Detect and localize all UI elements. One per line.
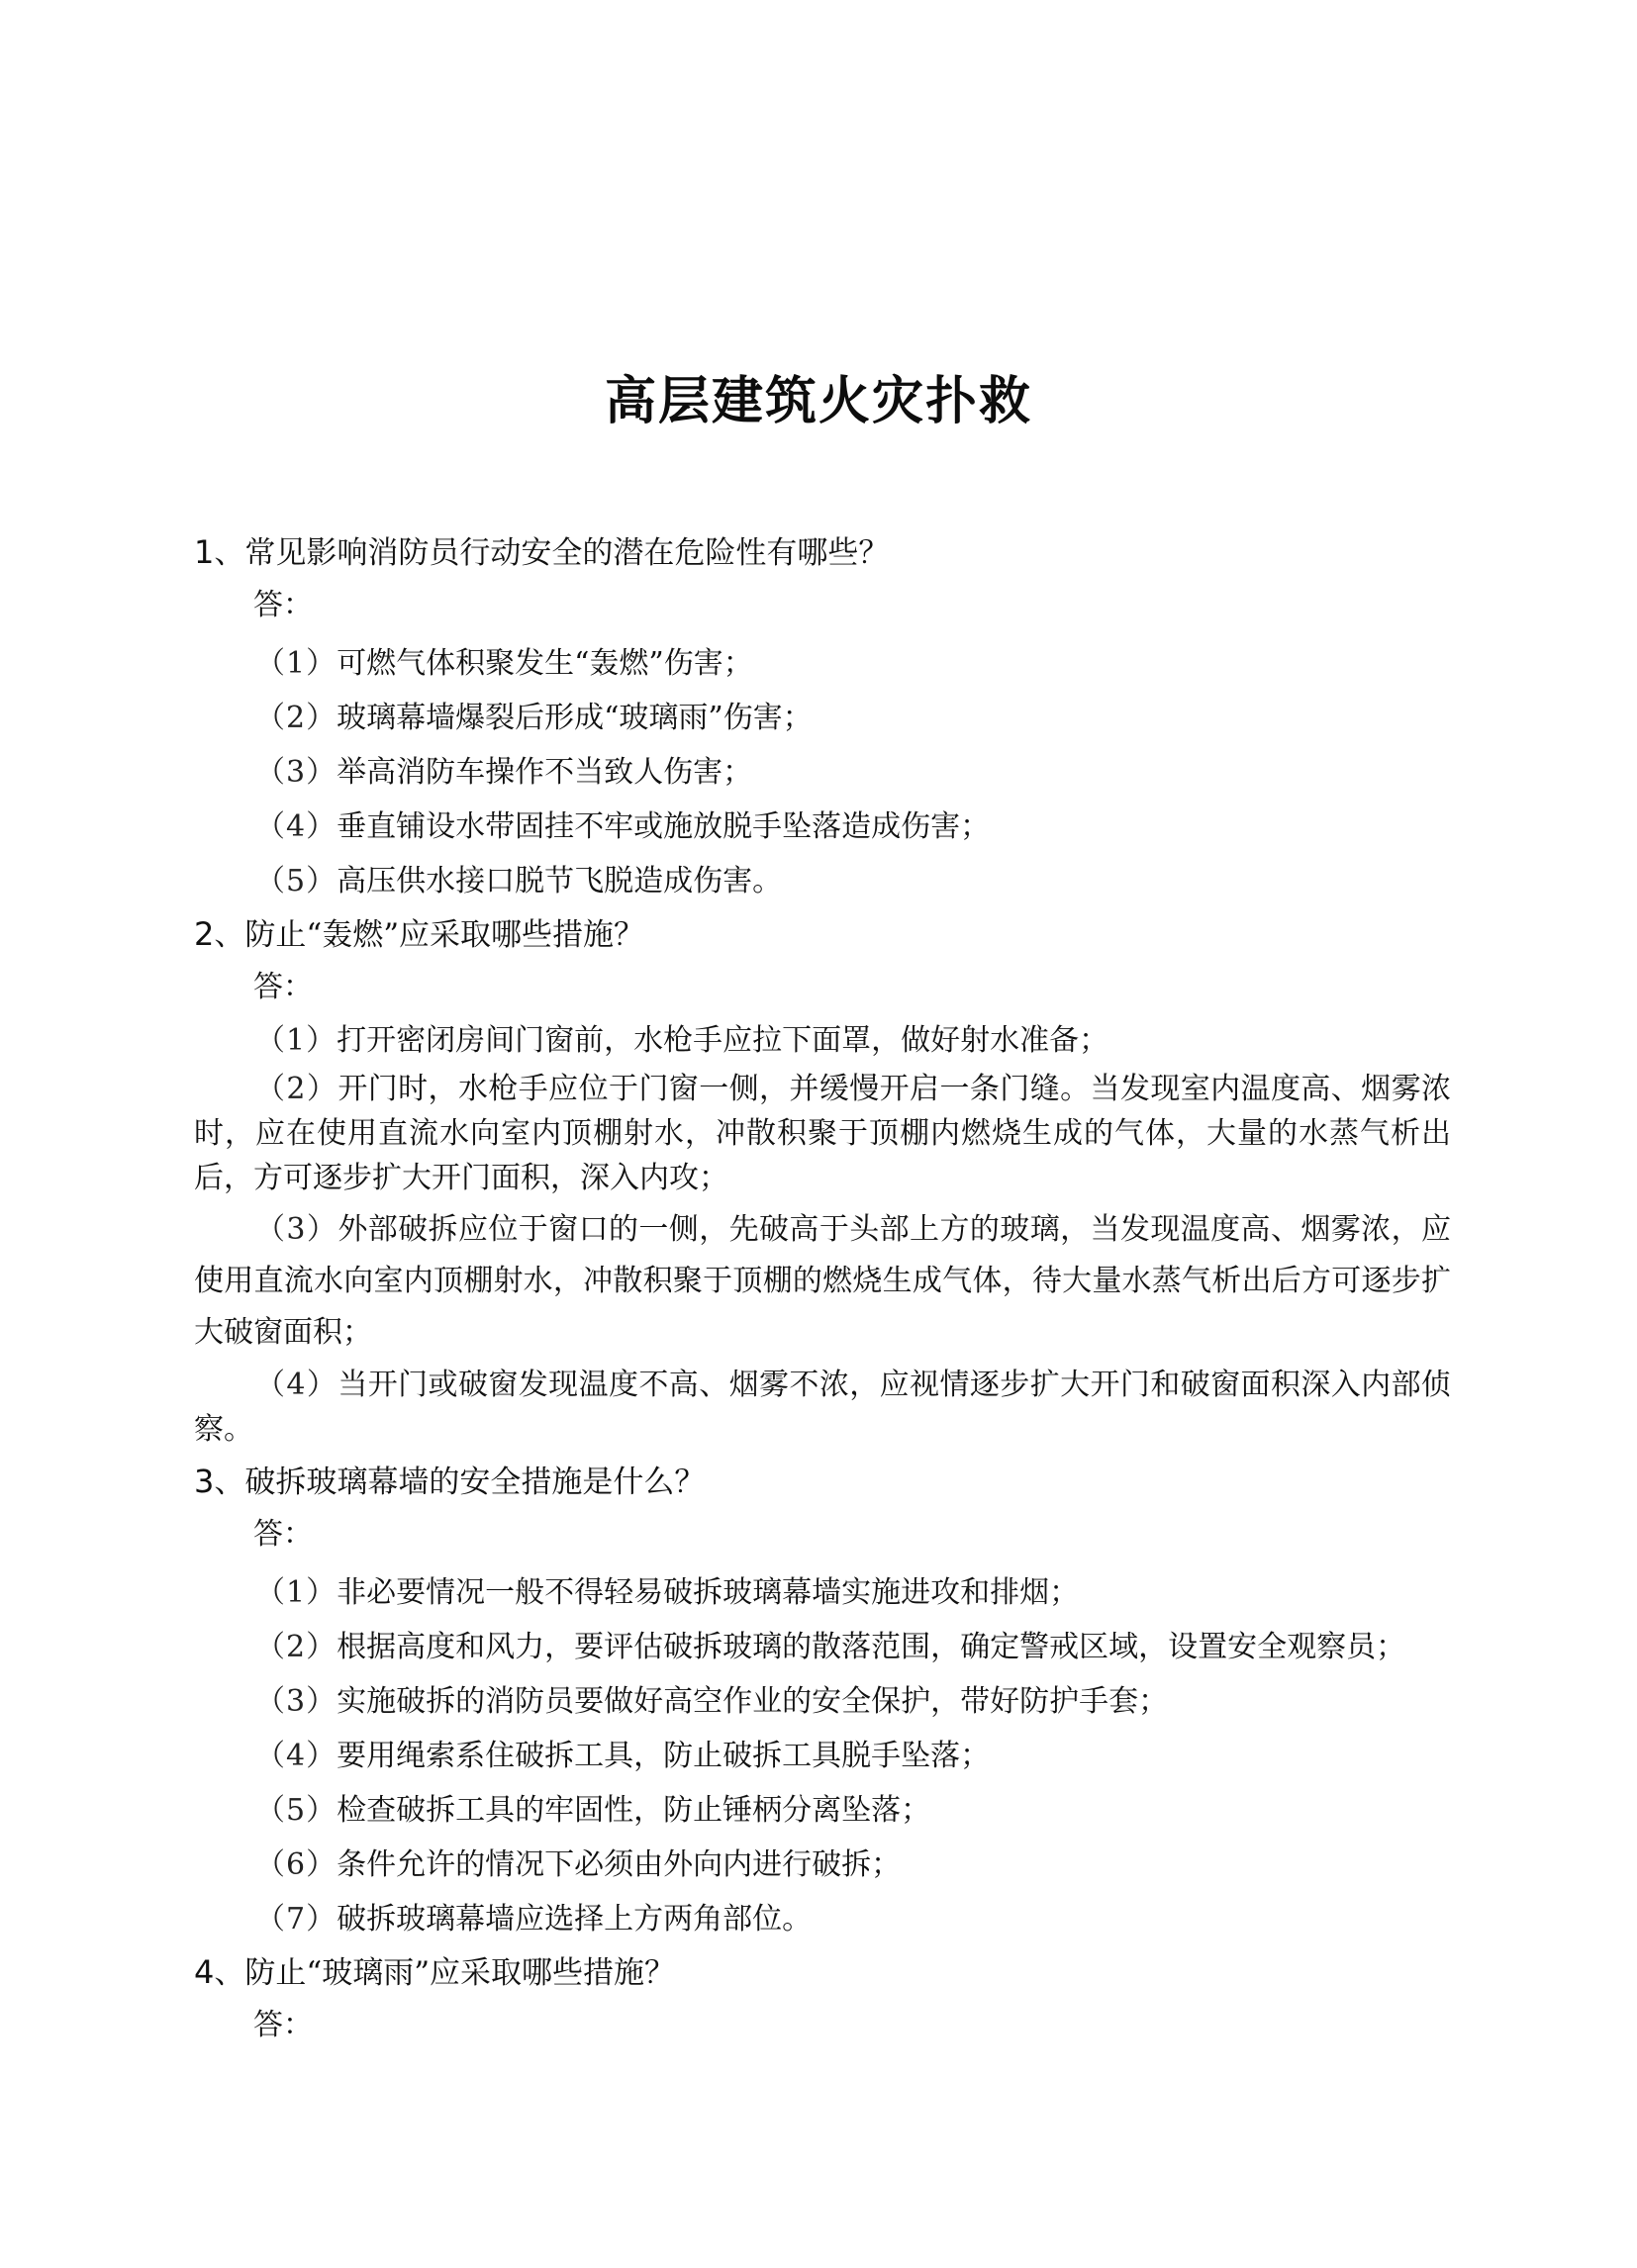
answer-item: [194, 800, 1451, 854]
answer-item: [194, 1783, 1451, 1838]
answer-item-text: 高压供水接口脱节飞脱造成伤害。: [337, 864, 783, 898]
question-number: 3: [194, 1463, 215, 1500]
answer-item-text: 破拆玻璃幕墙应选择上方两角部位。: [337, 1902, 813, 1937]
question-number: 1: [194, 533, 215, 571]
answer-item: [194, 745, 1451, 800]
answer-label: 答：: [253, 588, 313, 622]
answer-item: [194, 1729, 1451, 1783]
question-text: 防止“轰燃”应采取哪些措施？: [244, 917, 645, 953]
answer-item-number: （3）: [255, 1212, 338, 1247]
answer-item: [194, 636, 1451, 691]
answer-item: [194, 691, 1451, 745]
answer-item-text: 垂直铺设水带固挂不牢或施放脱手坠落造成伤害；: [337, 809, 991, 844]
question-number: 4: [194, 1953, 215, 1991]
page-title: 高层建筑火灾扑救: [604, 372, 1032, 431]
answer-item-text: 当开门或破窗发现温度不高、烟雾不浓，应视情逐步扩大开门和破窗面积深入内部侦察。: [194, 1368, 1451, 1447]
question-separator: 、: [214, 917, 245, 953]
question-heading: [194, 526, 1451, 579]
question-heading: [194, 908, 1451, 961]
answer-item-number: （2）: [255, 701, 337, 735]
question-heading: [194, 1946, 1451, 1999]
answer-item-number: （4）: [255, 1368, 338, 1402]
question-text: 常见影响消防员行动安全的潜在危险性有哪些？: [244, 535, 890, 571]
answer-label: 答：: [253, 1517, 313, 1552]
answer-item-number: （1）: [255, 1575, 337, 1610]
answer-label: 答：: [253, 2008, 313, 2042]
answer-item-text: 开门时，水枪手应位于门窗一侧，并缓慢开启一条门缝。当发现室内温度高、烟雾浓时，应在使用直流水向室内顶棚射水，冲散积聚于顶棚内燃烧生成的气体，大量的水蒸气析出后，方可逐步扩大开门面积，深入内攻；: [194, 1072, 1451, 1195]
answer-item-number: （7）: [255, 1902, 337, 1937]
answer-item-text: 实施破拆的消防员要做好高空作业的安全保护，带好防护手套；: [337, 1684, 1169, 1719]
answer-item-number: （5）: [255, 864, 337, 898]
answer-item-text: 外部破拆应位于窗口的一侧，先破高于头部上方的玻璃，当发现温度高、烟雾浓，应使用直流水向室内顶棚射水，冲散积聚于顶棚的燃烧生成气体，待大量水蒸气析出后方可逐步扩大破窗面积；: [194, 1212, 1451, 1350]
answer-item: [194, 854, 1451, 908]
answer-item: [194, 1674, 1451, 1729]
question-heading: [194, 1456, 1451, 1508]
answer-item: [194, 1838, 1451, 1892]
answer-item-number: （6）: [255, 1847, 337, 1882]
answer-item-number: （5）: [255, 1793, 337, 1828]
answer-item: [194, 1565, 1451, 1620]
question-text: 防止“玻璃雨”应采取哪些措施？: [244, 1955, 676, 1991]
question-number: 2: [194, 915, 215, 953]
answer-item-number: （4）: [255, 1739, 337, 1773]
question-text: 破拆玻璃幕墙的安全措施是什么？: [244, 1465, 706, 1500]
answer-item-number: （1）: [255, 646, 337, 681]
answer-item-text: 条件允许的情况下必须由外向内进行破拆；: [337, 1847, 902, 1882]
answer-item: [194, 1892, 1451, 1946]
answer-item-text: 要用绳索系住破拆工具，防止破拆工具脱手坠落；: [337, 1739, 991, 1773]
question-separator: 、: [214, 1955, 245, 1991]
answer-item-text: 玻璃幕墙爆裂后形成“玻璃雨”伤害；: [337, 701, 813, 735]
question-separator: 、: [214, 535, 245, 571]
answer-paragraph: [194, 1204, 1451, 1359]
qa-content: [194, 526, 1451, 2056]
answer-item-text: 检查破拆工具的牢固性，防止锤柄分离坠落；: [337, 1793, 931, 1828]
answer-item-text: 打开密闭房间门窗前，水枪手应拉下面罩，做好射水准备；: [337, 1023, 1109, 1058]
answer-paragraph: [194, 1363, 1451, 1452]
answer-item-number: （2）: [255, 1072, 338, 1106]
question-separator: 、: [214, 1465, 245, 1500]
answer-item-text: 可燃气体积聚发生“轰燃”伤害；: [337, 646, 753, 681]
answer-item-text: 非必要情况一般不得轻易破拆玻璃幕墙实施进攻和排烟；: [337, 1575, 1080, 1610]
answer-paragraph: [194, 1067, 1451, 1200]
answer-item-number: （3）: [255, 1684, 337, 1719]
answer-item-number: （3）: [255, 755, 337, 790]
answer-paragraph: [194, 1018, 1451, 1063]
answer-item: [194, 1620, 1451, 1674]
answer-item-number: （2）: [255, 1630, 337, 1664]
answer-item-number: （1）: [255, 1023, 337, 1058]
answer-label: 答：: [253, 970, 313, 1004]
answer-item-text: 根据高度和风力，要评估破拆玻璃的散落范围，确定警戒区域，设置安全观察员；: [337, 1630, 1406, 1664]
answer-item-number: （4）: [255, 809, 337, 844]
answer-item-text: 举高消防车操作不当致人伤害；: [337, 755, 753, 790]
